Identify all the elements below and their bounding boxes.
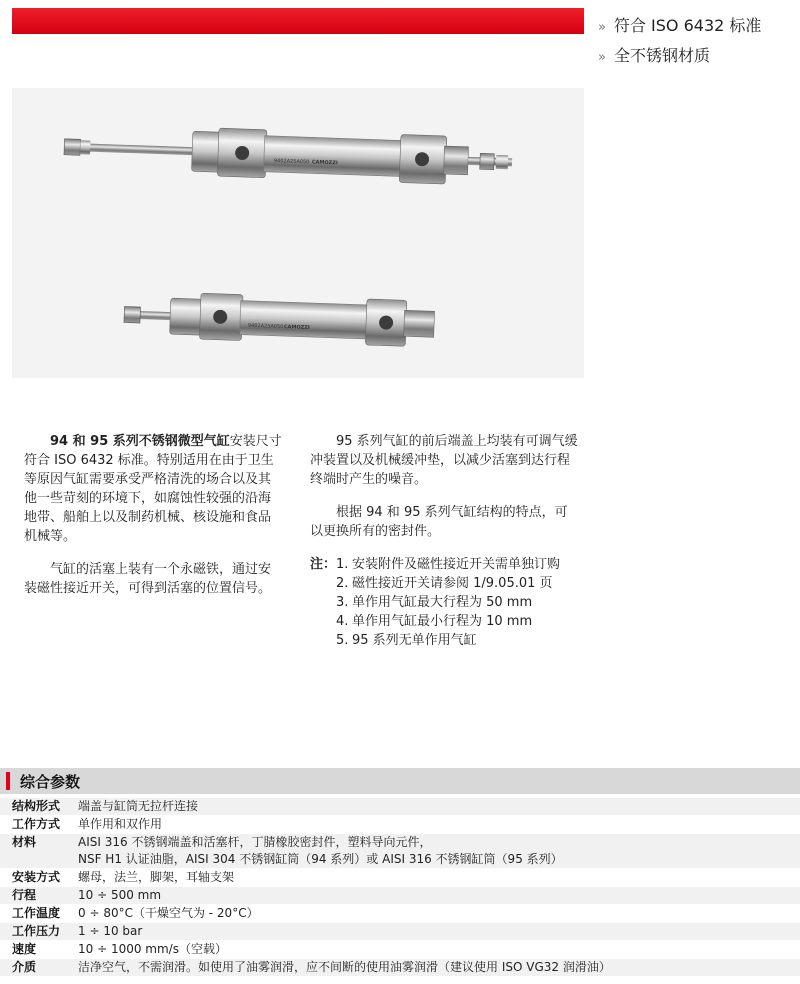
- spec-value-line: AISI 316 不锈钢端盖和活塞杆，丁腈橡胶密封件，塑料导向元件，: [78, 835, 432, 849]
- spec-value: [78, 834, 800, 868]
- note-text: 磁性接近开关请参阅 1/9.05.01 页: [352, 576, 553, 591]
- spec-value: 螺母，法兰，脚架，耳轴支架: [78, 870, 235, 884]
- spec-value: 10 ÷ 500 mm: [78, 888, 162, 902]
- feature-text: 符合 ISO 6432 标准: [613, 16, 762, 35]
- spec-table: [0, 798, 800, 977]
- paragraph-text: 安装尺寸符合 ISO 6432 标准。特别适用在由于卫生等原因气缸需要承受严格清洗的场合以及其他一些苛刻的环境下，如腐蚀性较强的沿海地带、船舶上以及制药机械、核设施和食品机械等。: [24, 434, 282, 544]
- spec-row: [0, 905, 800, 923]
- note-item: [336, 593, 560, 612]
- spec-key: 介质: [12, 960, 37, 974]
- note-text: 95 系列无单作用气缸: [352, 633, 477, 648]
- spec-key: 行程: [12, 888, 37, 902]
- section-marker: [6, 772, 10, 790]
- description-paragraph: [24, 432, 282, 546]
- spec-row: [0, 834, 800, 869]
- spec-key: 材料: [12, 835, 37, 849]
- note-text: 单作用气缸最大行程为 50 mm: [352, 595, 533, 610]
- cylinder-image: [12, 88, 584, 378]
- note-item: [336, 574, 560, 593]
- description-right: [310, 432, 580, 650]
- bullet-icon: »: [598, 20, 606, 35]
- feature-item: [598, 12, 761, 42]
- svg-text:CAMOZZI: CAMOZZI: [283, 324, 310, 331]
- description-left: [24, 432, 282, 598]
- note-number: 4.: [336, 614, 349, 629]
- spec-value: 端盖与缸筒无拉杆连接: [78, 799, 199, 813]
- note-item: [336, 555, 560, 574]
- spec-key: 安装方式: [12, 870, 61, 884]
- feature-list: [598, 12, 761, 72]
- series-name: 94 和 95 系列不锈钢微型气缸: [50, 434, 230, 449]
- svg-text:9402A25A050: 9402A25A050: [273, 158, 310, 166]
- note-number: 3.: [336, 595, 349, 610]
- notes-label: 注：: [310, 557, 337, 572]
- spec-value: 0 ÷ 80°C（干燥空气为 - 20°C）: [78, 906, 259, 920]
- spec-row: [0, 887, 800, 905]
- bullet-icon: »: [598, 50, 606, 65]
- note-text: 安装附件及磁性接近开关需单独订购: [352, 557, 561, 572]
- spec-row: [0, 869, 800, 887]
- product-photo: [12, 88, 584, 378]
- spec-key: 结构形式: [12, 799, 61, 813]
- spec-header: [0, 768, 800, 794]
- svg-text:CAMOZZI: CAMOZZI: [311, 159, 338, 167]
- header-red-bar: [12, 8, 584, 34]
- spec-value: 1 ÷ 10 bar: [78, 924, 143, 938]
- note-number: 5.: [336, 633, 349, 648]
- spec-value-line: NSF H1 认证油脂，AISI 304 不锈钢缸筒（94 系列）或 AISI 316 不锈钢缸筒（95 系列）: [78, 852, 563, 866]
- spec-key: 工作温度: [12, 906, 61, 920]
- spec-value: 10 ÷ 1000 mm/s（空载）: [78, 942, 227, 956]
- description-paragraph: 95 系列气缸的前后端盖上均装有可调气缓冲装置以及机械缓冲垫，以减少活塞到达行程终端时产生的噪音。: [310, 434, 578, 487]
- description-paragraph: 气缸的活塞上装有一个永磁铁，通过安装磁性接近开关，可得到活塞的位置信号。: [24, 562, 272, 596]
- spec-row: [0, 941, 800, 959]
- spec-row: [0, 816, 800, 834]
- spec-value: 洁净空气，不需润滑。如使用了油雾润滑，应不间断的使用油雾润滑（建议使用 ISO VG32 润滑油）: [78, 960, 611, 974]
- note-item: [336, 631, 560, 650]
- feature-item: [598, 42, 761, 72]
- svg-text:9402A25A050: 9402A25A050: [247, 322, 284, 331]
- feature-text: 全不锈钢材质: [613, 46, 710, 65]
- description-paragraph: 根据 94 和 95 系列气缸结构的特点，可以更换所有的密封件。: [310, 505, 568, 539]
- notes-section: [310, 555, 580, 650]
- note-number: 2.: [336, 576, 349, 591]
- spec-title: 综合参数: [20, 773, 81, 791]
- note-number: 1.: [336, 557, 349, 572]
- spec-key: 速度: [12, 942, 37, 956]
- spec-row: [0, 923, 800, 941]
- notes-list: [336, 555, 560, 650]
- spec-value: 单作用和双作用: [78, 817, 163, 831]
- spec-row: [0, 959, 800, 977]
- spec-key: 工作方式: [12, 817, 61, 831]
- note-item: [336, 612, 560, 631]
- spec-key: 工作压力: [12, 924, 61, 938]
- spec-row: [0, 798, 800, 816]
- note-text: 单作用气缸最小行程为 10 mm: [352, 614, 533, 629]
